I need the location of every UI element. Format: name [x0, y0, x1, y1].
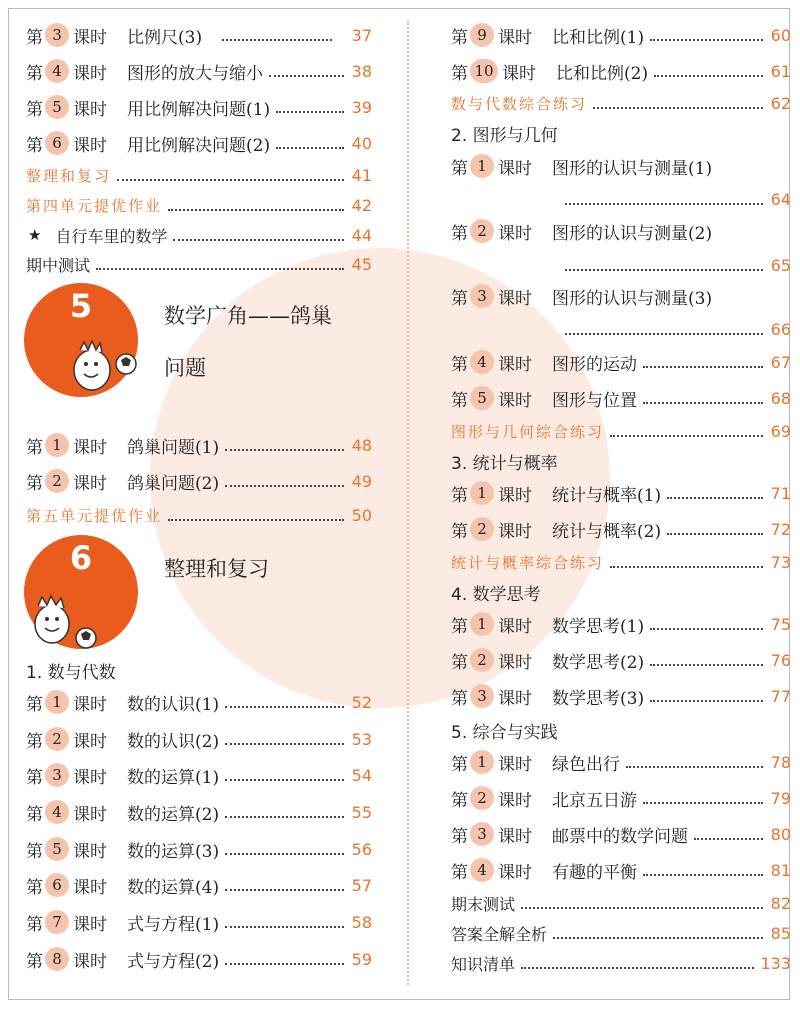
lesson-number-badge: 3: [470, 822, 494, 846]
lesson-label: 课时: [498, 790, 532, 811]
leader-dots: [521, 967, 754, 969]
entry-title: 图形的认识与测量(2): [552, 223, 713, 244]
page-number: 45: [351, 254, 372, 274]
leader-dots: [225, 963, 344, 965]
lesson-number-badge: 5: [45, 837, 69, 861]
section-heading: [451, 120, 791, 146]
entry-title: 数学思考(1): [552, 616, 645, 637]
lesson-label: 课时: [498, 223, 532, 244]
page-number: 56: [351, 839, 372, 859]
lesson-number-badge: 1: [45, 433, 69, 457]
di-label: 第: [26, 767, 43, 788]
lesson-number-badge: 3: [45, 23, 69, 47]
page-number: 85: [770, 923, 791, 943]
toc-entry-unit4-homework[interactable]: [26, 192, 372, 218]
page-number: 66: [770, 319, 791, 339]
di-label: 第: [451, 862, 468, 883]
lesson-number-badge: 3: [470, 684, 494, 708]
unit-number: 5: [69, 287, 93, 325]
lesson-label: 课时: [73, 437, 107, 458]
leader-dots: [553, 937, 763, 939]
toc-entry-bike-math[interactable]: [26, 222, 372, 248]
mascot-icon: [66, 338, 142, 396]
toc-entry[interactable]: [451, 516, 791, 542]
toc-entry-review[interactable]: [26, 162, 372, 188]
di-label: 第: [451, 826, 468, 847]
toc-entry[interactable]: [26, 799, 372, 825]
leader-dots: [225, 743, 344, 745]
lesson-number-badge: 6: [45, 131, 69, 155]
page-number: 69: [770, 421, 791, 441]
toc-entry[interactable]: [451, 857, 791, 883]
lesson-number-badge: 2: [470, 648, 494, 672]
toc-entry-final-exam[interactable]: [451, 890, 791, 916]
toc-entry[interactable]: [26, 872, 372, 898]
leader-dots: [667, 497, 763, 499]
entry-title: 数的认识(2): [127, 731, 220, 752]
page-number: 81: [770, 860, 791, 880]
toc-entry-midterm[interactable]: [26, 251, 372, 277]
toc-entry-stats-practice[interactable]: [451, 549, 791, 575]
lesson-number-badge: 6: [45, 873, 69, 897]
page-number: 60: [770, 25, 791, 45]
entry-title: 有趣的平衡: [552, 862, 637, 883]
lesson-number-badge: 2: [45, 469, 69, 493]
toc-entry-unit5-homework[interactable]: [26, 502, 372, 528]
lesson-number-badge: 2: [470, 517, 494, 541]
page-number: 65: [770, 255, 791, 275]
page-number: 57: [351, 875, 372, 895]
leader-dots: [565, 203, 763, 205]
leader-dots: [654, 75, 763, 77]
lesson-number-badge: 1: [470, 481, 494, 505]
toc-entry[interactable]: [26, 909, 372, 935]
di-label: 第: [26, 63, 43, 84]
entry-title: 期中测试: [26, 255, 91, 275]
unit-title-line2: 问题: [164, 356, 206, 380]
section-heading: [451, 448, 791, 474]
section-title: 2. 图形与几何: [451, 125, 558, 146]
di-label: 第: [451, 354, 468, 375]
page-number: 54: [351, 765, 372, 785]
lesson-number-badge: 8: [45, 947, 69, 971]
di-label: 第: [451, 652, 468, 673]
entry-title: 图形的放大与缩小: [127, 63, 263, 84]
page-number: 78: [770, 752, 791, 772]
leader-dots: [565, 333, 763, 335]
page-number: 133: [760, 953, 791, 973]
leader-dots: [269, 75, 344, 77]
lesson-label: 课时: [498, 288, 532, 309]
lesson-label: 课时: [498, 826, 532, 847]
lesson-label: 课时: [73, 877, 107, 898]
toc-entry[interactable]: [451, 480, 791, 506]
leader-dots: [168, 209, 344, 211]
entry-title: 数的运算(2): [127, 804, 220, 825]
lesson-number-badge: 1: [470, 612, 494, 636]
page-number: 77: [770, 686, 791, 706]
toc-entry[interactable]: [451, 22, 791, 48]
lesson-label: 课时: [498, 158, 532, 179]
di-label: 第: [451, 790, 468, 811]
section-title: 5. 综合与实践: [451, 722, 558, 743]
entry-title: 用比例解决问题(2): [127, 135, 271, 156]
entry-title: 图形的运动: [552, 354, 637, 375]
di-label: 第: [26, 437, 43, 458]
toc-entry[interactable]: [26, 836, 372, 862]
page-number: 73: [770, 552, 791, 572]
page-number: 64: [770, 189, 791, 209]
leader-dots: [168, 519, 344, 521]
page-number: 50: [351, 505, 372, 525]
toc-entry-algebra-practice[interactable]: [451, 90, 791, 116]
toc-entry[interactable]: [451, 58, 791, 84]
lesson-number-badge: 3: [45, 763, 69, 787]
entry-title: 比例尺(3): [127, 27, 203, 48]
lesson-label: 课时: [73, 99, 107, 120]
lesson-label: 课时: [498, 521, 532, 542]
lesson-label: 课时: [498, 390, 532, 411]
di-label: 第: [26, 27, 43, 48]
toc-entry[interactable]: [451, 647, 791, 673]
lesson-label: 课时: [73, 135, 107, 156]
leader-dots: [225, 889, 344, 891]
mascot-icon: [30, 592, 100, 652]
page-number: 82: [770, 893, 791, 913]
leader-dots: [565, 269, 763, 271]
page-number: 48: [351, 435, 372, 455]
entry-title: 自行车里的数学: [55, 226, 168, 246]
entry-title: 鸽巢问题(2): [127, 473, 220, 494]
page-number: 75: [770, 614, 791, 634]
lesson-number-badge: 4: [45, 59, 69, 83]
lesson-number-badge: 1: [470, 750, 494, 774]
entry-title: 式与方程(1): [127, 914, 220, 935]
toc-entry-answers[interactable]: [451, 920, 791, 946]
leader-dots: [643, 366, 763, 368]
lesson-label: 课时: [502, 63, 536, 84]
leader-dots: [225, 816, 344, 818]
di-label: 第: [451, 616, 468, 637]
lesson-label: 课时: [498, 652, 532, 673]
entry-title: 统计与概率综合练习: [451, 553, 605, 572]
leader-dots: [521, 907, 763, 909]
lesson-number-badge: 4: [470, 858, 494, 882]
leader-dots: [650, 664, 763, 666]
unit-title: 数学广角——鸽巢: [164, 304, 332, 328]
toc-entry[interactable]: [451, 349, 791, 375]
entry-title: 数学思考(3): [552, 688, 645, 709]
page-number: 80: [770, 824, 791, 844]
page-number: 62: [770, 93, 791, 113]
leader-dots: [96, 268, 344, 270]
lesson-number-badge: 10: [470, 59, 498, 83]
lesson-label: 课时: [73, 694, 107, 715]
toc-entry-knowledge-list[interactable]: [451, 950, 791, 976]
leader-dots: [225, 853, 344, 855]
entry-title: 第四单元提优作业: [26, 196, 163, 215]
entry-title: 用比例解决问题(1): [127, 99, 271, 120]
di-label: 第: [451, 390, 468, 411]
page-number: 38: [351, 61, 372, 81]
toc-entry[interactable]: [26, 22, 372, 48]
page-number: 53: [351, 729, 372, 749]
entry-title: 比和比例(2): [556, 63, 649, 84]
di-label: 第: [26, 694, 43, 715]
lesson-label: 课时: [498, 27, 532, 48]
section-title: 1. 数与代数: [26, 662, 116, 683]
leader-dots: [643, 802, 763, 804]
page-number: 67: [770, 352, 791, 372]
toc-entry[interactable]: [26, 726, 372, 752]
di-label: 第: [26, 473, 43, 494]
toc-entry[interactable]: [26, 58, 372, 84]
lesson-label: 课时: [73, 914, 107, 935]
column-divider: [407, 20, 409, 985]
page-number: 39: [351, 97, 372, 117]
entry-title: 整理和复习: [26, 166, 112, 185]
lesson-number-badge: 3: [470, 284, 494, 308]
leader-dots: [222, 39, 332, 41]
lesson-label: 课时: [73, 804, 107, 825]
toc-entry[interactable]: [451, 683, 791, 709]
page-number: 55: [351, 802, 372, 822]
entry-title: 数的认识(1): [127, 694, 220, 715]
section-heading: [26, 657, 372, 683]
toc-entry-geometry-practice[interactable]: [451, 418, 791, 444]
lesson-number-badge: 7: [45, 910, 69, 934]
lesson-label: 课时: [73, 731, 107, 752]
di-label: 第: [26, 731, 43, 752]
di-label: 第: [451, 485, 468, 506]
entry-title: 图形的认识与测量(3): [552, 288, 713, 309]
page-number: 41: [351, 165, 372, 185]
page-number: 40: [351, 133, 372, 153]
entry-title: 数的运算(1): [127, 767, 220, 788]
section-title: 3. 统计与概率: [451, 453, 558, 474]
section-heading: [451, 717, 791, 743]
entry-title: 图形的认识与测量(1): [552, 158, 713, 179]
leader-dots: [276, 111, 344, 113]
entry-title: 绿色出行: [552, 754, 620, 775]
page-number: 49: [351, 471, 372, 491]
di-label: 第: [451, 223, 468, 244]
entry-title: 式与方程(2): [127, 951, 220, 972]
entry-title: 邮票中的数学问题: [552, 826, 688, 847]
leader-dots: [225, 485, 344, 487]
lesson-number-badge: 1: [45, 690, 69, 714]
lesson-number-badge: 4: [470, 350, 494, 374]
entry-title: 知识清单: [451, 954, 516, 974]
di-label: 第: [451, 158, 468, 179]
entry-title: 鸽巢问题(1): [127, 437, 220, 458]
di-label: 第: [451, 27, 468, 48]
leader-dots: [650, 700, 763, 702]
section-title: 4. 数学思考: [451, 584, 541, 605]
page-number: 37: [351, 25, 372, 45]
leader-dots: [626, 766, 763, 768]
di-label: 第: [26, 804, 43, 825]
page-number: 79: [770, 788, 791, 808]
toc-entry[interactable]: [26, 94, 372, 120]
entry-title: 数学思考(2): [552, 652, 645, 673]
star-icon: ★: [28, 226, 42, 244]
page-number: 52: [351, 692, 372, 712]
di-label: 第: [26, 877, 43, 898]
entry-title: 第五单元提优作业: [26, 506, 163, 525]
toc-entry[interactable]: [26, 432, 372, 458]
di-label: 第: [451, 688, 468, 709]
lesson-number-badge: 1: [470, 154, 494, 178]
lesson-label: 课时: [73, 27, 107, 48]
leader-dots: [667, 533, 763, 535]
leader-dots: [225, 706, 344, 708]
page-number: 42: [351, 195, 372, 215]
toc-entry[interactable]: [26, 689, 372, 715]
leader-dots: [694, 838, 763, 840]
lesson-number-badge: 2: [470, 786, 494, 810]
page-number: 72: [770, 519, 791, 539]
toc-entry[interactable]: [451, 218, 791, 244]
leader-dots: [610, 566, 763, 568]
leader-dots: [173, 239, 344, 241]
toc-entry[interactable]: [451, 821, 791, 847]
toc-entry-continuation[interactable]: [451, 316, 791, 342]
toc-entry-continuation[interactable]: [451, 186, 791, 212]
toc-entry[interactable]: [451, 611, 791, 637]
entry-title: 统计与概率(2): [552, 521, 662, 542]
entry-title: 答案全解全析: [451, 924, 548, 944]
lesson-label: 课时: [498, 754, 532, 775]
toc-entry-continuation[interactable]: [451, 252, 791, 278]
leader-dots: [610, 435, 763, 437]
entry-title: 北京五日游: [552, 790, 637, 811]
lesson-number-badge: 4: [45, 800, 69, 824]
toc-entry[interactable]: [26, 946, 372, 972]
toc-entry[interactable]: [26, 762, 372, 788]
lesson-label: 课时: [498, 616, 532, 637]
entry-title: 数与代数综合练习: [451, 94, 588, 113]
page-number: 76: [770, 650, 791, 670]
lesson-label: 课时: [73, 63, 107, 84]
lesson-number-badge: 2: [470, 219, 494, 243]
leader-dots: [593, 107, 763, 109]
leader-dots: [225, 449, 344, 451]
entry-title: 比和比例(1): [552, 27, 645, 48]
di-label: 第: [451, 754, 468, 775]
leader-dots: [225, 926, 344, 928]
di-label: 第: [26, 135, 43, 156]
toc-entry[interactable]: [451, 785, 791, 811]
lesson-label: 课时: [498, 862, 532, 883]
toc-entry[interactable]: [26, 130, 372, 156]
lesson-label: 课时: [73, 841, 107, 862]
unit-title: 整理和复习: [164, 557, 269, 581]
lesson-label: 课时: [73, 473, 107, 494]
page-number: 59: [351, 949, 372, 969]
toc-entry[interactable]: [451, 385, 791, 411]
leader-dots: [643, 874, 763, 876]
entry-title: 图形与位置: [552, 390, 637, 411]
leader-dots: [225, 779, 344, 781]
lesson-label: 课时: [498, 354, 532, 375]
page-number: 71: [770, 483, 791, 503]
di-label: 第: [26, 841, 43, 862]
toc-entry[interactable]: [26, 468, 372, 494]
unit-number: 6: [69, 539, 93, 577]
di-label: 第: [26, 914, 43, 935]
lesson-label: 课时: [73, 951, 107, 972]
di-label: 第: [26, 99, 43, 120]
lesson-label: 课时: [498, 485, 532, 506]
leader-dots: [650, 628, 763, 630]
entry-title: 图形与几何综合练习: [451, 422, 605, 441]
toc-entry[interactable]: [451, 283, 791, 309]
lesson-number-badge: 5: [45, 95, 69, 119]
entry-title: 统计与概率(1): [552, 485, 662, 506]
lesson-label: 课时: [73, 767, 107, 788]
entry-title: 数的运算(4): [127, 877, 220, 898]
lesson-number-badge: 5: [470, 386, 494, 410]
page-number: 44: [351, 225, 372, 245]
page-number: 58: [351, 912, 372, 932]
di-label: 第: [26, 951, 43, 972]
leader-dots: [650, 39, 763, 41]
toc-entry[interactable]: [451, 749, 791, 775]
di-label: 第: [451, 63, 468, 84]
leader-dots: [643, 402, 763, 404]
lesson-number-badge: 9: [470, 23, 494, 47]
lesson-label: 课时: [498, 688, 532, 709]
di-label: 第: [451, 288, 468, 309]
leader-dots: [117, 179, 344, 181]
section-heading: [451, 579, 791, 605]
entry-title: 期末测试: [451, 894, 516, 914]
page-number: 68: [770, 388, 791, 408]
leader-dots: [276, 147, 344, 149]
lesson-number-badge: 2: [45, 727, 69, 751]
di-label: 第: [451, 521, 468, 542]
toc-entry[interactable]: [451, 153, 791, 179]
entry-title: 数的运算(3): [127, 841, 220, 862]
page-number: 61: [770, 61, 791, 81]
